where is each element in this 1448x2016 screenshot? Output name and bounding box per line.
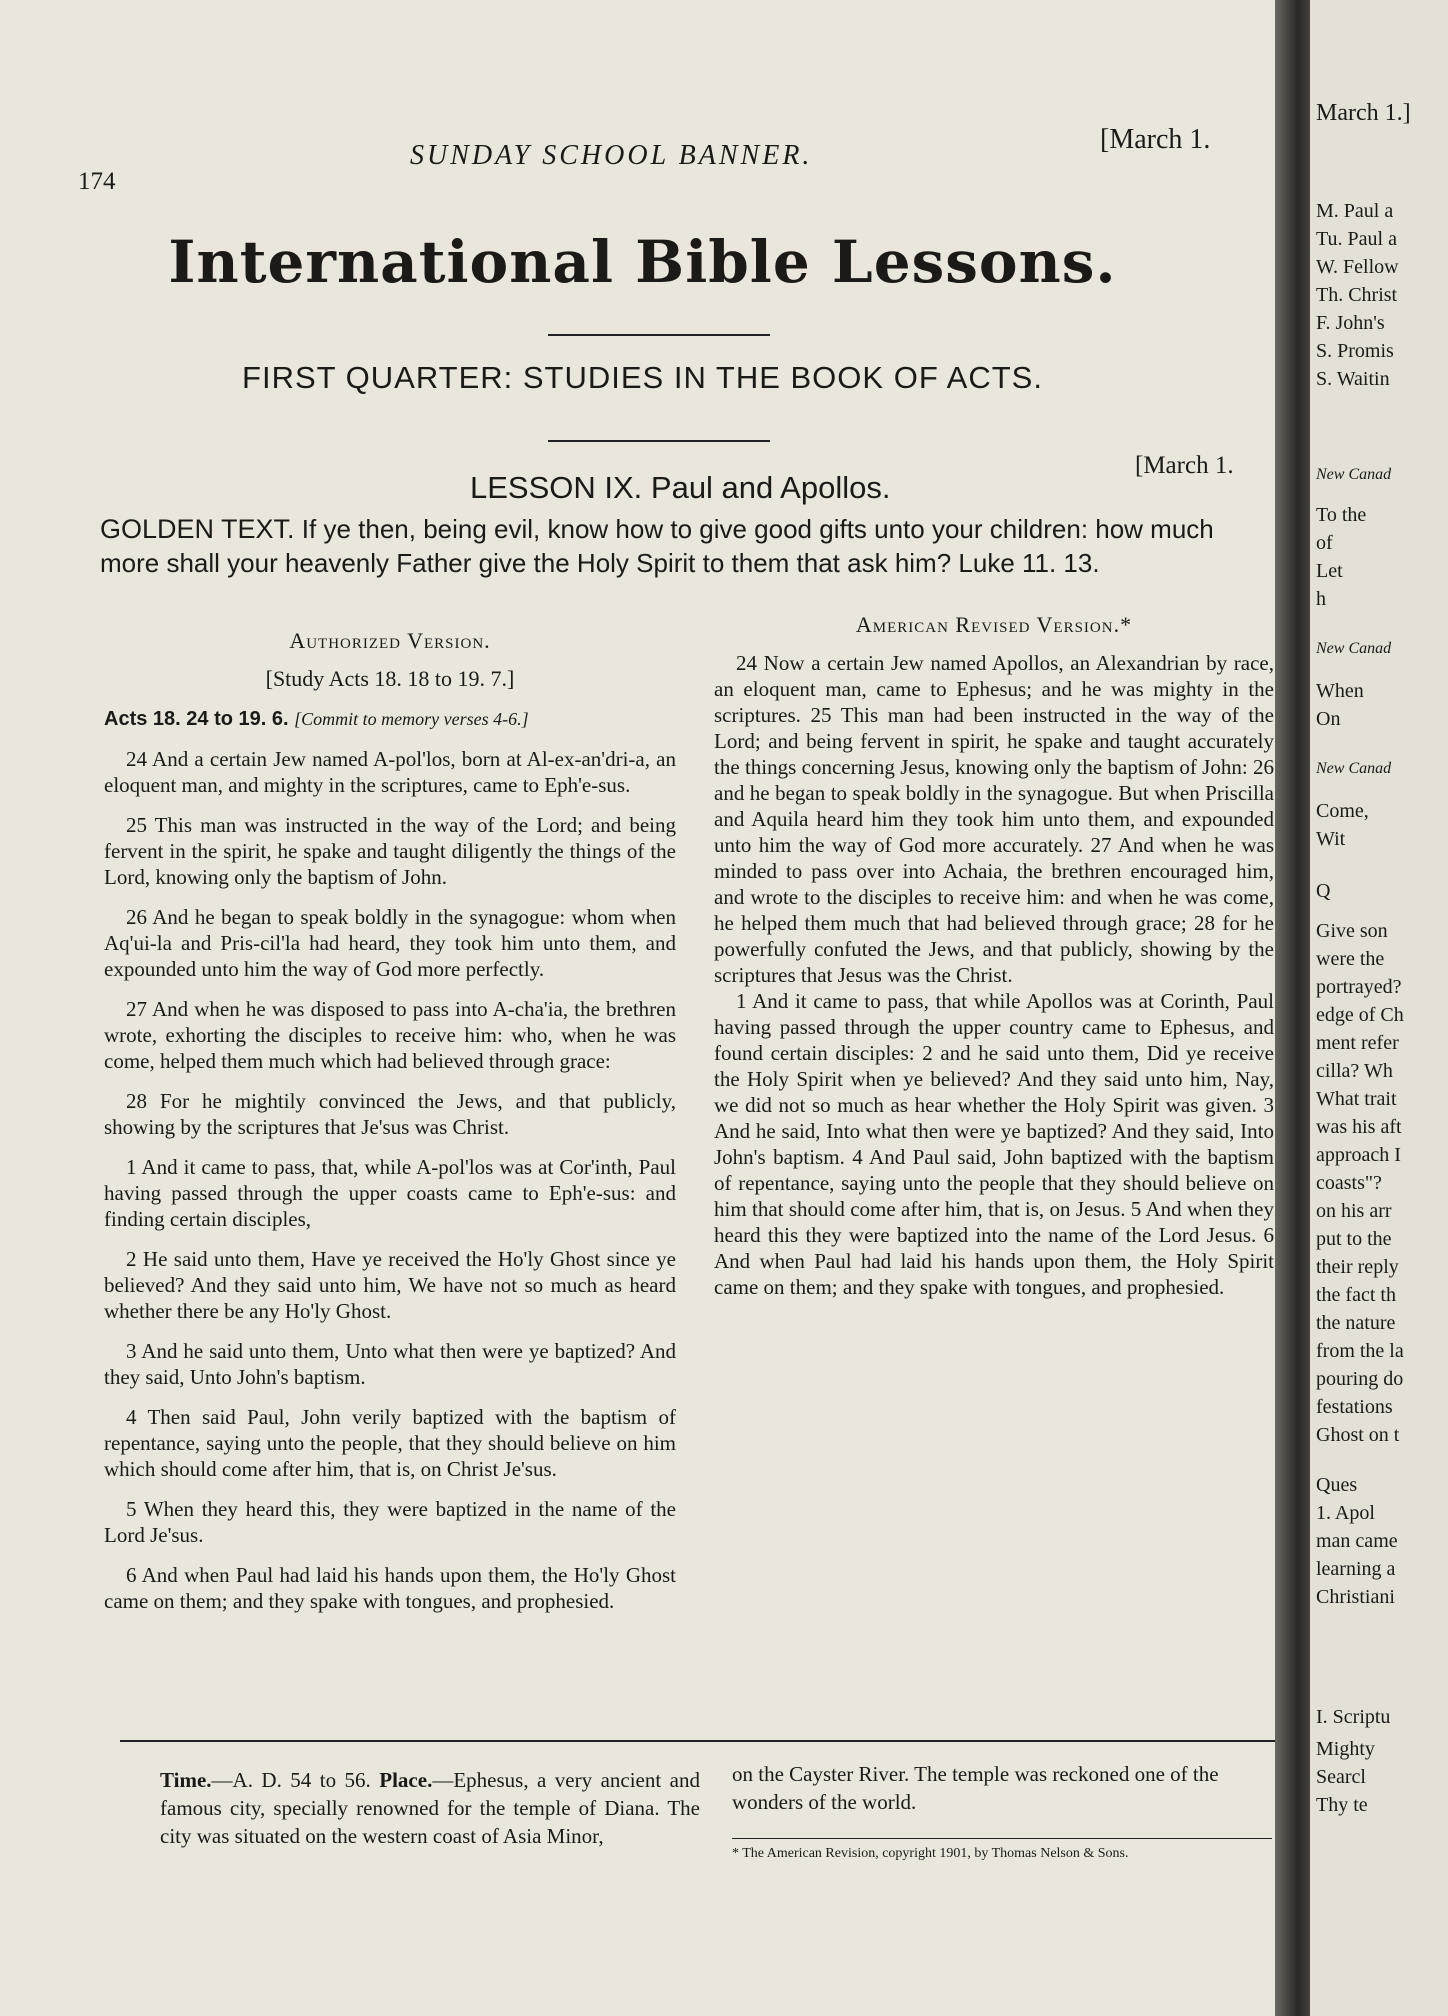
facing-line: Come, — [1316, 800, 1369, 822]
facing-line: was his aft — [1316, 1116, 1402, 1138]
facing-line: cilla? Wh — [1316, 1060, 1393, 1082]
footer-rule — [120, 1740, 1280, 1742]
facing-line: edge of Ch — [1316, 1004, 1404, 1026]
facing-line: Ghost on t — [1316, 1424, 1400, 1446]
facing-line: their reply — [1316, 1256, 1399, 1278]
quarter-heading: FIRST QUARTER: STUDIES IN THE BOOK OF ACTS. — [242, 360, 1043, 395]
facing-line: New Canad — [1316, 640, 1392, 657]
facing-line: Searcl — [1316, 1766, 1366, 1788]
revised-version-column — [714, 612, 1274, 1300]
verse: 26 And he began to speak boldly in the synagogue: whom when Aq'ui-la and Pris-cil'la had heard, they took him unto them, and expounded unto him the way of God more perfectly. — [104, 905, 676, 981]
facing-line: Th. Christ — [1316, 284, 1398, 306]
lesson-title: LESSON IX. Paul and Apollos. — [470, 470, 891, 505]
study-reference: [Study Acts 18. 18 to 19. 7.] — [265, 666, 515, 691]
facing-line: New Canad — [1316, 466, 1392, 483]
facing-line: On — [1316, 708, 1341, 730]
place-text: —Ephesus, a very ancient and famous city, specially renowned for the temple of Diana. The city was situated on the western coast of Asia Minor, — [160, 1768, 700, 1848]
scripture-reference — [104, 706, 676, 732]
authorized-version-column — [104, 628, 676, 1628]
verse: 28 For he mightily convinced the Jews, and that publicly, showing by the scriptures that Je'sus was Christ. — [104, 1089, 676, 1139]
time-text: —A. D. 54 to 56. — [211, 1768, 371, 1792]
verse: 4 Then said Paul, John verily baptized with the baptism of repentance, saying unto the people, that they should believe on him which should come after him, that is, on Christ Je'sus. — [104, 1405, 676, 1481]
facing-line: M. Paul a — [1316, 200, 1394, 222]
facing-page — [1310, 0, 1448, 2016]
facing-line: Let — [1316, 560, 1343, 582]
copyright-footnote: * The American Revision, copyright 1901, by Thomas Nelson & Sons. — [732, 1838, 1272, 1863]
verse: 1 And it came to pass, that, while A-pol'los was at Cor'inth, Paul having passed through the upper coasts came to Eph'e-sus: and finding certain disciples, — [104, 1155, 676, 1231]
facing-line: Give son — [1316, 920, 1388, 942]
page-title: International Bible Lessons. — [168, 228, 1117, 296]
facing-line: h — [1316, 588, 1326, 610]
verse: 25 This man was instructed in the way of the Lord; and being fervent in the spirit, he spake and taught diligently the things of the Lord, knowing only the baptism of John. — [104, 813, 676, 889]
lesson-date: [March 1. — [1135, 452, 1234, 479]
golden-text-label: GOLDEN TEXT. — [100, 514, 295, 544]
golden-text-body: If ye then, being evil, know how to give good gifts unto your children: how much more shall your heavenly Father give the Holy Spirit to them that ask him? Luke 11. 13. — [100, 514, 1214, 578]
facing-line: To the — [1316, 504, 1367, 526]
facing-line: Christiani — [1316, 1586, 1395, 1608]
facing-line: the fact th — [1316, 1284, 1396, 1306]
facing-line: were the — [1316, 948, 1385, 970]
facing-line: I. Scriptu — [1316, 1706, 1391, 1728]
facing-line: Wit — [1316, 828, 1346, 850]
facing-line: Q — [1316, 880, 1331, 902]
verse: 5 When they heard this, they were baptized in the name of the Lord Je'sus. — [104, 1497, 676, 1547]
title-rule — [548, 334, 770, 336]
running-date: [March 1. — [1100, 124, 1211, 155]
facing-line: What trait — [1316, 1088, 1397, 1110]
facing-line: F. John's — [1316, 312, 1385, 334]
facing-line: Mighty — [1316, 1738, 1375, 1760]
facing-line: Thy te — [1316, 1794, 1368, 1816]
facing-line: Ques — [1316, 1474, 1358, 1496]
facing-line: from the la — [1316, 1340, 1404, 1362]
facing-line: man came — [1316, 1530, 1398, 1552]
book-gutter — [1275, 0, 1313, 2016]
facing-line: W. Fellow — [1316, 256, 1399, 278]
verse: 3 And he said unto them, Unto what then were ye baptized? And they said, Unto John's baptism. — [104, 1339, 676, 1389]
facing-line: the nature — [1316, 1312, 1396, 1334]
facing-line: When — [1316, 680, 1364, 702]
commit-note: [Commit to memory verses 4-6.] — [294, 709, 529, 729]
revised-paragraph-2: 1 And it came to pass, that while Apollos was at Corinth, Paul having passed through the upper country came to Ephesus, and found certain disciples: 2 and he said unto them, Did ye receive the Holy Spirit when ye believed? And they said unto him, Nay, we did not so much as hear whether the Holy Spirit was given. 3 And he said, Into what then were ye baptized? And they said, Into John's baptism. 4 And Paul said, John baptized with the baptism of repentance, saying unto the people that they should believe on him that should come after him, that is, on Jesus. 5 And when they heard this they were baptized into the name of the Lord Jesus. 6 And when Paul had laid his hands upon them, the Holy Spirit came on them; and they spake with tongues, and prophesied. — [714, 989, 1274, 1299]
authorized-version-heading: Authorized Version. — [289, 628, 491, 653]
facing-line: learning a — [1316, 1558, 1396, 1580]
facing-line: on his arr — [1316, 1200, 1392, 1222]
verse: 24 And a certain Jew named A-pol'los, born at Al-ex-an'dri-a, an eloquent man, and mighty in the scriptures, came to Eph'e-sus. — [104, 747, 676, 797]
time-place-note — [160, 1766, 700, 1850]
facing-line: 1. Apol — [1316, 1502, 1375, 1524]
place-label: Place. — [379, 1768, 433, 1792]
facing-line: New Canad — [1316, 760, 1392, 777]
facing-line: approach I — [1316, 1144, 1401, 1166]
page-number: 174 — [78, 168, 116, 195]
revised-version-heading: American Revised Version.* — [855, 612, 1133, 637]
golden-text — [100, 512, 1250, 580]
facing-line: festations — [1316, 1396, 1393, 1418]
facing-line: S. Promis — [1316, 340, 1394, 362]
facing-line: pouring do — [1316, 1368, 1404, 1390]
place-continuation: on the Cayster River. The temple was reckoned one of the wonders of the world. — [732, 1762, 1219, 1814]
facing-line: Tu. Paul a — [1316, 228, 1397, 250]
running-title: SUNDAY SCHOOL BANNER. — [410, 140, 813, 171]
revised-paragraph-1: 24 Now a certain Jew named Apollos, an Alexandrian by race, an eloquent man, came to Ephesus; and he was mighty in the scriptures. 25 This man had been instructed in the way of the Lord; and being fervent in spirit, he spake and taught accurately the things concerning Jesus, knowing only the baptism of John: 26 and he began to speak boldly in the synagogue. But when Priscilla and Aquila heard him they took him unto them, and expounded unto him the way of God more accurately. 27 And when he was minded to pass over into Achaia, the brethren encouraged him, and wrote to the disciples to receive him: and when he was come, he helped them much that had believed through grace; 28 for he powerfully confuted the Jews, and that publicly, showing by the scriptures that Jesus was the Christ. — [714, 651, 1274, 987]
facing-line: put to the — [1316, 1228, 1392, 1250]
facing-line: coasts"? — [1316, 1172, 1382, 1194]
time-label: Time. — [160, 1768, 212, 1792]
facing-line: of — [1316, 532, 1333, 554]
facing-line: ment refer — [1316, 1032, 1399, 1054]
passage-reference: Acts 18. 24 to 19. 6. — [104, 708, 289, 730]
facing-header: March 1.] — [1316, 100, 1411, 126]
facing-line: S. Waitin — [1316, 368, 1390, 390]
verse: 27 And when he was disposed to pass into A-cha'ia, the brethren wrote, exhorting the disciples to receive him: who, when he was come, helped them much which had believed through grace: — [104, 997, 676, 1073]
verse: 6 And when Paul had laid his hands upon them, the Ho'ly Ghost came on them; and they spake with tongues, and prophesied. — [104, 1563, 676, 1613]
quarter-rule — [548, 440, 770, 442]
facing-line: portrayed? — [1316, 976, 1402, 998]
verse: 2 He said unto them, Have ye received the Ho'ly Ghost since ye believed? And they said unto him, We have not so much as heard whether there be any Ho'ly Ghost. — [104, 1247, 676, 1323]
